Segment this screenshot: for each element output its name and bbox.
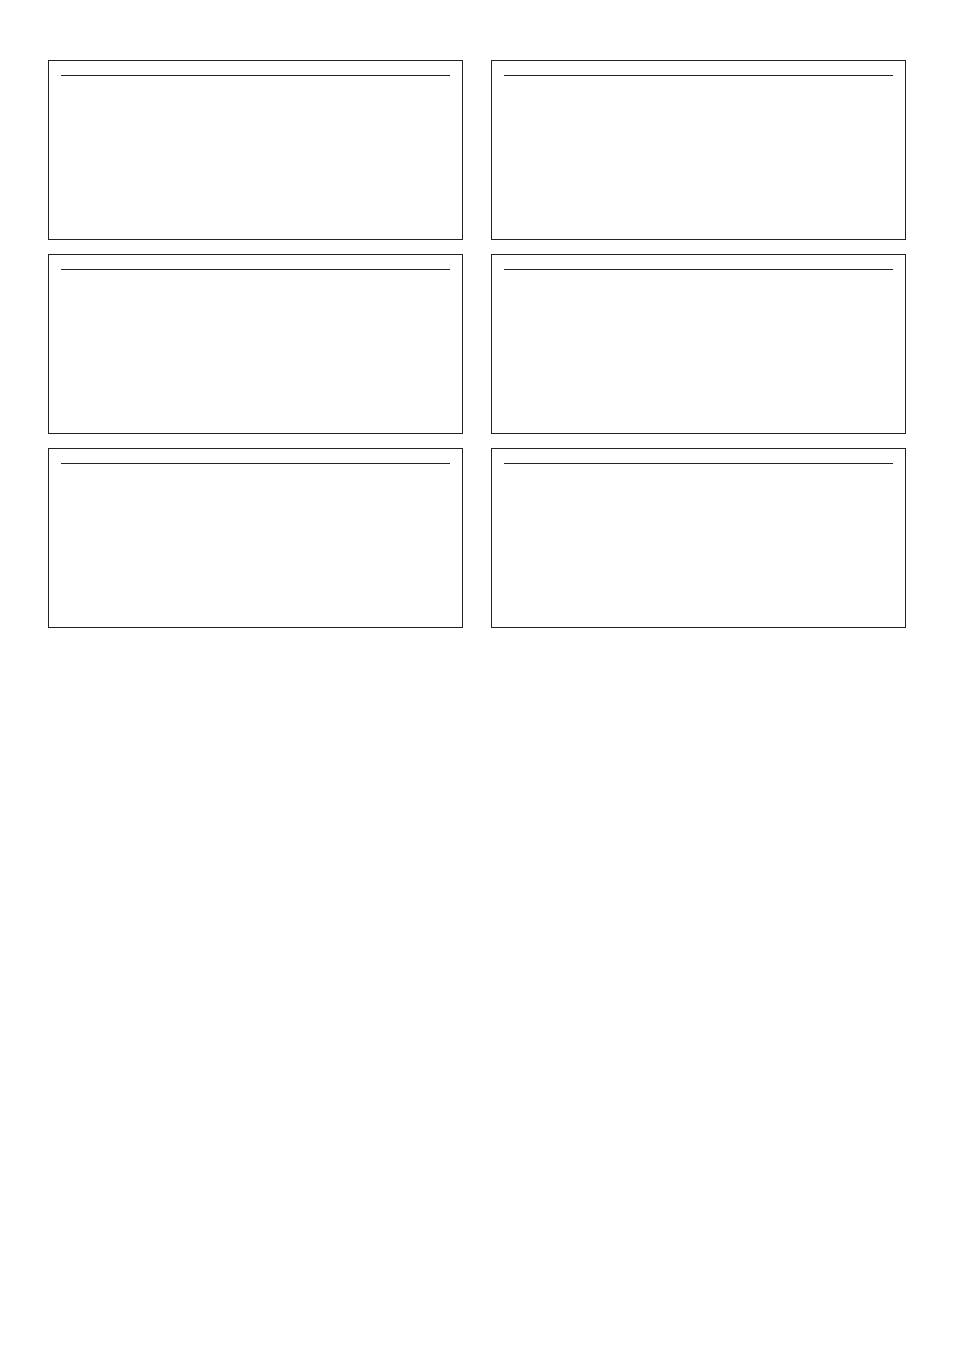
section-4 bbox=[491, 254, 906, 434]
section-heading bbox=[61, 459, 450, 464]
section-2 bbox=[491, 60, 906, 240]
section-1 bbox=[48, 60, 463, 240]
section-heading bbox=[504, 265, 893, 270]
section-heading bbox=[61, 71, 450, 76]
section-heading bbox=[61, 265, 450, 270]
section-5 bbox=[48, 448, 463, 628]
section-heading bbox=[504, 71, 893, 76]
section-6 bbox=[491, 448, 906, 628]
section-grid bbox=[48, 60, 906, 628]
section-3 bbox=[48, 254, 463, 434]
section-heading bbox=[504, 459, 893, 464]
